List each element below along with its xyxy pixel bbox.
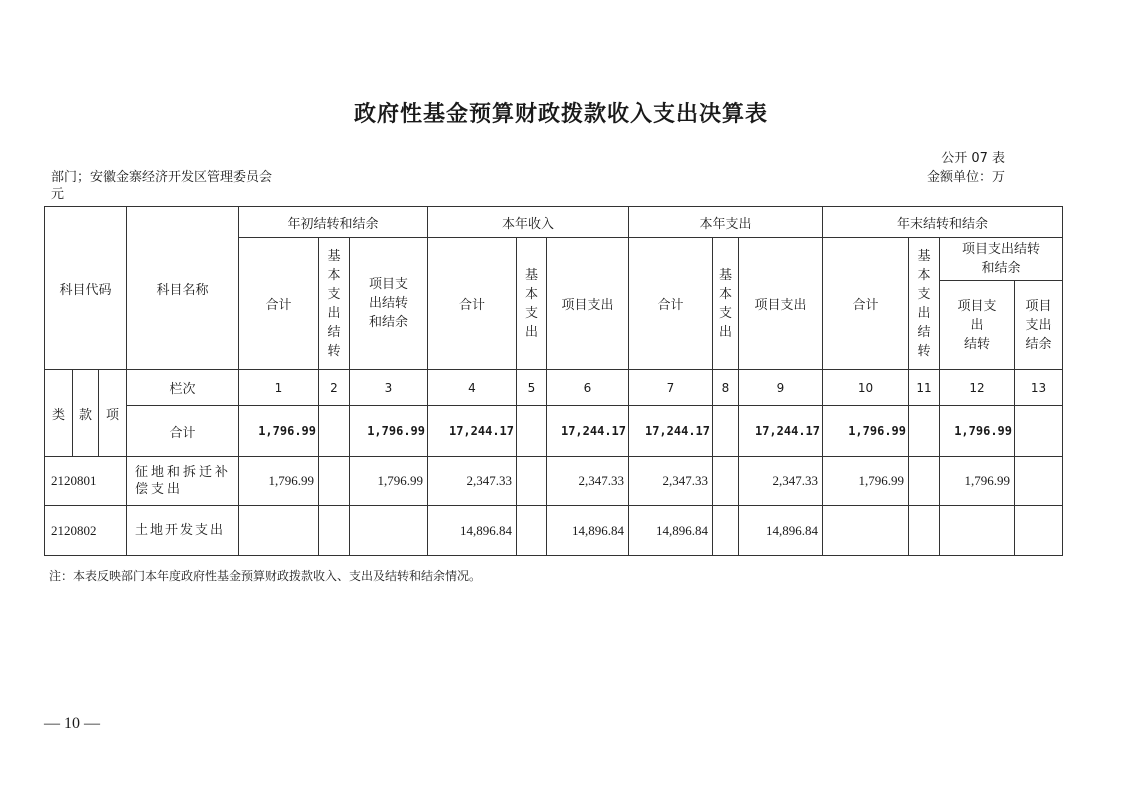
header-end-total: 合计 [823, 238, 909, 370]
table-number: 公开 07 表 [941, 151, 1005, 166]
total-cell: 17,244.17 [629, 406, 713, 457]
column-number: 6 [547, 370, 629, 406]
header-column-index: 栏次 [127, 370, 239, 406]
header-lei: 类 [45, 370, 73, 457]
row-cell [940, 506, 1015, 556]
row-cell [713, 457, 739, 506]
header-group-end: 年末结转和结余 [823, 207, 1063, 238]
column-number: 13 [1015, 370, 1063, 406]
column-number: 8 [713, 370, 739, 406]
column-number: 2 [319, 370, 350, 406]
row-cell [517, 506, 547, 556]
header-income-basic: 基 本 支 出 [517, 238, 547, 370]
row-cell: 1,796.99 [350, 457, 428, 506]
total-row-label: 合计 [127, 406, 239, 457]
header-expense-total: 合计 [629, 238, 713, 370]
department-label: 部门；安徽金寨经济开发区管理委员会 [51, 170, 273, 185]
header-end-basic-carry: 基 本 支 出 结 转 [909, 238, 940, 370]
row-cell [909, 506, 940, 556]
row-cell: 2,347.33 [629, 457, 713, 506]
header-group-income: 本年收入 [428, 207, 629, 238]
row-cell: 1,796.99 [239, 457, 319, 506]
amount-unit: 金额单位：万 [926, 170, 1005, 185]
row-name: 征地和拆迁补偿支出 [127, 457, 239, 506]
table-note: 注：本表反映部门本年度政府性基金预算财政拨款收入、支出及结转和结余情况。 [49, 569, 482, 583]
total-cell: 1,796.99 [823, 406, 909, 457]
table-row [45, 457, 1063, 506]
column-number: 10 [823, 370, 909, 406]
total-cell: 17,244.17 [739, 406, 823, 457]
header-xiang: 项 [99, 370, 127, 457]
total-cell: 17,244.17 [428, 406, 517, 457]
header-group-begin: 年初结转和结余 [239, 207, 428, 238]
header-expense-project: 项目支出 [739, 238, 823, 370]
row-cell [1015, 506, 1063, 556]
total-cell [319, 406, 350, 457]
row-cell [239, 506, 319, 556]
column-number: 1 [239, 370, 319, 406]
header-kuan: 款 [73, 370, 99, 457]
column-number: 5 [517, 370, 547, 406]
row-cell: 1,796.99 [823, 457, 909, 506]
column-number: 9 [739, 370, 823, 406]
row-cell [319, 506, 350, 556]
row-cell [1015, 457, 1063, 506]
header-name: 科目名称 [127, 207, 239, 370]
header-end-project-carry: 项目支 出 结转 [940, 281, 1015, 370]
row-cell: 2,347.33 [547, 457, 629, 506]
row-cell [350, 506, 428, 556]
header-code: 科目代码 [45, 207, 127, 370]
total-cell: 1,796.99 [350, 406, 428, 457]
row-name: 土地开发支出 [127, 506, 239, 556]
row-cell [713, 506, 739, 556]
row-cell [319, 457, 350, 506]
budget-table [44, 206, 1063, 556]
header-income-project: 项目支出 [547, 238, 629, 370]
row-cell [823, 506, 909, 556]
column-index-row [45, 370, 1063, 406]
header-row-1 [45, 207, 1063, 238]
header-group-expense: 本年支出 [629, 207, 823, 238]
header-begin-project-carry-surplus: 项目支 出结转 和结余 [350, 238, 428, 370]
total-cell [517, 406, 547, 457]
row-cell: 14,896.84 [547, 506, 629, 556]
row-code: 2120802 [45, 506, 127, 556]
column-number: 12 [940, 370, 1015, 406]
total-cell: 1,796.99 [940, 406, 1015, 457]
total-cell [1015, 406, 1063, 457]
row-cell: 2,347.33 [739, 457, 823, 506]
column-number: 7 [629, 370, 713, 406]
column-number: 4 [428, 370, 517, 406]
department-label-wrap: 元 [51, 187, 65, 202]
header-income-total: 合计 [428, 238, 517, 370]
header-begin-total: 合计 [239, 238, 319, 370]
header-expense-basic: 基 本 支 出 [713, 238, 739, 370]
row-code: 2120801 [45, 457, 127, 506]
page-title: 政府性基金预算财政拨款收入支出决算表 [353, 101, 768, 127]
row-cell [517, 457, 547, 506]
row-cell [909, 457, 940, 506]
table-row [45, 506, 1063, 556]
row-cell: 14,896.84 [428, 506, 517, 556]
row-cell: 2,347.33 [428, 457, 517, 506]
column-number: 11 [909, 370, 940, 406]
total-cell [713, 406, 739, 457]
column-number: 3 [350, 370, 428, 406]
total-cell: 1,796.99 [239, 406, 319, 457]
header-end-project-carry-surplus: 项目支出结转 和结余 [940, 238, 1063, 281]
row-cell: 14,896.84 [629, 506, 713, 556]
page-number: — 10 — [44, 715, 100, 732]
total-cell [909, 406, 940, 457]
total-cell: 17,244.17 [547, 406, 629, 457]
total-row [45, 406, 1063, 457]
header-begin-basic-carry: 基 本 支 出 结 转 [319, 238, 350, 370]
row-cell: 1,796.99 [940, 457, 1015, 506]
row-cell: 14,896.84 [739, 506, 823, 556]
header-end-project-surplus: 项目 支出 结余 [1015, 281, 1063, 370]
